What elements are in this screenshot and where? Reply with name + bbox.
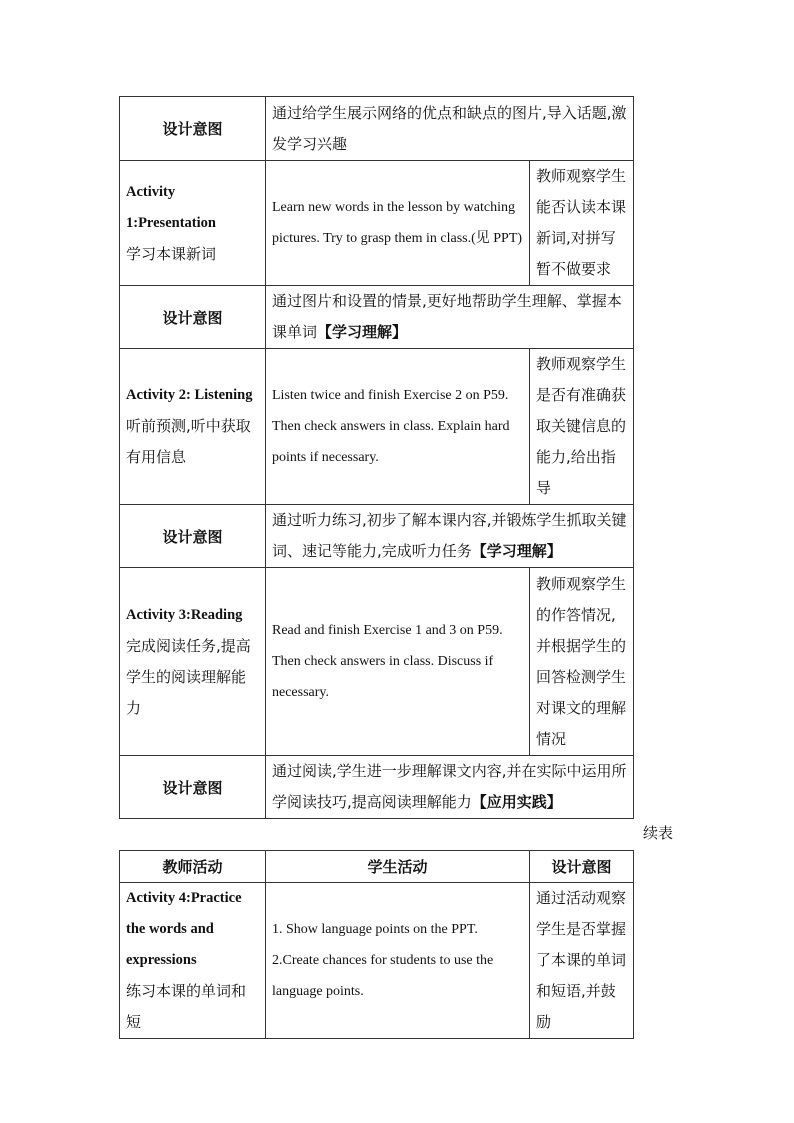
student-activity-cell: Read and finish Exercise 1 and 3 on P59. Then check answers in class. Discuss if necessary. <box>266 568 530 756</box>
design-intent-label: 设计意图 <box>120 505 266 568</box>
design-intent-row <box>120 286 634 349</box>
activity-row <box>120 568 634 756</box>
header-teacher-activity: 教师活动 <box>120 851 266 883</box>
activity-subtitle: 练习本课的单词和短 <box>126 982 247 1031</box>
student-activity-cell: Learn new words in the lesson by watching pictures. Try to grasp them in class.(见 PPT) <box>266 161 530 286</box>
design-intent-row <box>120 97 634 161</box>
design-intent-label: 设计意图 <box>120 286 266 349</box>
activity-title: Activity 2: Listening <box>126 387 253 403</box>
activity-title: Activity 4:Practice the words and expressions <box>126 890 242 968</box>
design-intent-text: 通过图片和设置的情景,更好地帮助学生理解、掌握本课单词【学习理解】 <box>266 286 634 349</box>
design-intent-label: 设计意图 <box>120 756 266 819</box>
design-intent-row <box>120 505 634 568</box>
design-intent-text: 通过阅读,学生进一步理解课文内容,并在实际中运用所学阅读技巧,提高阅读理解能力【应用实践】 <box>266 756 634 819</box>
teacher-activity-cell <box>120 161 266 286</box>
activity-subtitle: 学习本课新词 <box>126 244 217 263</box>
activity-row <box>120 883 634 1039</box>
design-intent-cell: 教师观察学生的作答情况,并根据学生的回答检测学生对课文的理解情况 <box>530 568 634 756</box>
teacher-activity-cell <box>120 568 266 756</box>
teacher-activity-cell <box>120 349 266 505</box>
design-intent-row <box>120 756 634 819</box>
activity-row <box>120 349 634 505</box>
student-activity-cell: Listen twice and finish Exercise 2 on P59. Then check answers in class. Explain hard points if necessary. <box>266 349 530 505</box>
activity-subtitle: 完成阅读任务,提高学生的阅读理解能力 <box>126 636 251 717</box>
header-design-intent: 设计意图 <box>530 851 634 883</box>
header-row <box>120 851 634 883</box>
header-student-activity: 学生活动 <box>266 851 530 883</box>
lesson-activity-table <box>119 96 634 819</box>
teacher-activity-cell <box>120 883 266 1039</box>
activity-row <box>120 161 634 286</box>
continuation-label: 续表 <box>642 824 673 842</box>
activity-title: Activity 1:Presentation <box>126 183 216 231</box>
continued-activity-table <box>119 850 634 1039</box>
design-intent-cell: 通过活动观察学生是否掌握了本课的单词和短语,并鼓励 <box>530 883 634 1039</box>
activity-subtitle: 听前预测,听中获取有用信息 <box>126 417 251 466</box>
design-intent-cell: 教师观察学生能否认读本课新词,对拼写暂不做要求 <box>530 161 634 286</box>
student-activity-step-1: 1. Show language points on the PPT. <box>272 922 478 937</box>
design-intent-label: 设计意图 <box>120 97 266 161</box>
design-intent-cell: 教师观察学生是否有准确获取关键信息的能力,给出指导 <box>530 349 634 505</box>
design-intent-text: 通过给学生展示网络的优点和缺点的图片,导入话题,激发学习兴趣 <box>266 97 634 161</box>
activity-title: Activity 3:Reading <box>126 606 243 623</box>
design-intent-text: 通过听力练习,初步了解本课内容,并锻炼学生抓取关键词、速记等能力,完成听力任务【学习理解】 <box>266 505 634 568</box>
student-activity-step-2: 2.Create chances for students to use the language points. <box>272 953 494 999</box>
student-activity-cell <box>266 883 530 1039</box>
